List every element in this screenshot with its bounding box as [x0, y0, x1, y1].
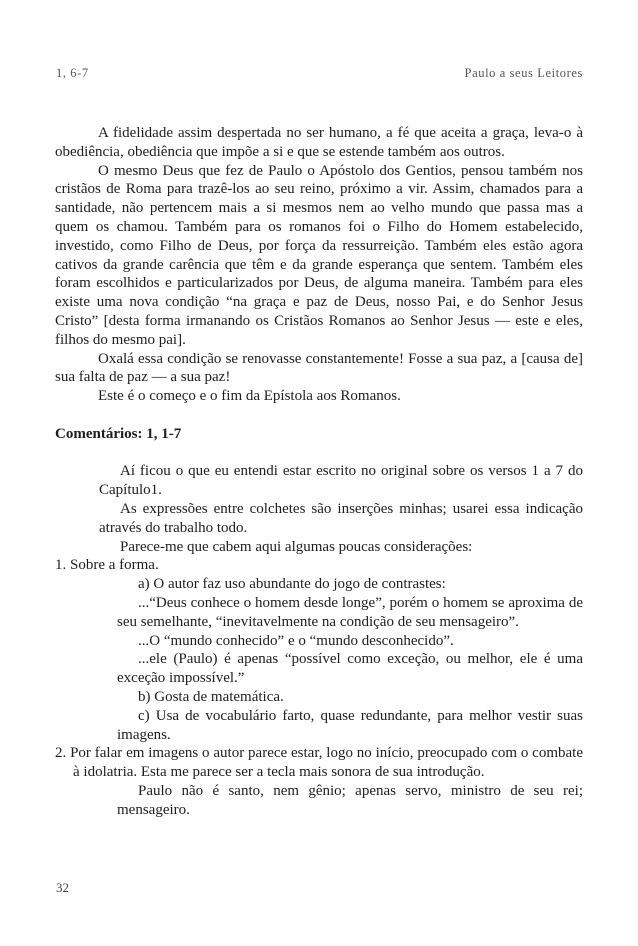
paragraph: Este é o começo e o fim da Epístola aos Romanos.: [98, 388, 401, 405]
comment-paragraph: Parece-me que cabem aqui algumas poucas considerações:: [120, 538, 473, 555]
paragraph: O mesmo Deus que fez de Paulo o Apóstolo dos Gentios, pensou também nos cristãos de Roma para trazê-los ao seu reino, próximo a vir. Assim, chamados para a santidade, não pertencem mais a si mesmos nem ao velho mundo que passa mas a quem os chamou. Também para os romanos foi o Filho do Homem estabelecido, investido, como Filho de Deus, por força da ressurreição. Também eles estão agora cativos da grande carência que têm e da grande esperança que sentem. Também eles foram escolhidos e particularizados por Deus, de alguma maneira. Também para eles existe uma nova condição “na graça e paz de Deus, nosso Pai, e do Senhor Jesus Cristo” [desta forma irmanando os Cristãos Romanos ao Senhor Jesus — este e eles, filhos do mesmo pai].: [55, 162, 583, 348]
quote-item: ...O “mundo conhecido” e o “mundo desconhecido”.: [138, 632, 454, 649]
paragraph: Oxalá essa condição se renovasse constantemente! Fosse a sua paz, a [causa de] sua falta de paz — a sua paz!: [55, 350, 583, 386]
spacer: [55, 406, 583, 425]
running-header: [56, 66, 583, 82]
chapter-verse-ref: 1, 6-7: [56, 66, 89, 80]
paragraph: A fidelidade assim despertada no ser humano, a fé que aceita a graça, leva-o à obediência, obediência que impõe a si e que se estende também aos outros.: [55, 125, 583, 160]
page-body: [55, 124, 583, 819]
spacer: [55, 444, 583, 463]
comment-paragraph: Paulo não é santo, nem gênio; apenas servo, ministro de seu rei; mensageiro.: [117, 782, 583, 818]
comment-paragraph: As expressões entre colchetes são inserções minhas; usarei essa indicação através do trabalho todo.: [99, 500, 583, 536]
sub-item-c: c) Usa de vocabulário farto, quase redundante, para melhor vestir suas imagens.: [117, 707, 583, 743]
comment-paragraph: Aí ficou o que eu entendi estar escrito no original sobre os versos 1 a 7 do Capítulo1.: [99, 463, 583, 499]
running-title: Paulo a seus Leitores: [464, 66, 583, 80]
list-item-1: 1. Sobre a forma.: [55, 557, 159, 574]
list-item-2: 2. Por falar em imagens o autor parece estar, logo no início, preocupado com o combate à idolatria. Esta me parece ser a tecla mais sonora de sua introdução.: [55, 745, 583, 781]
comments-heading: Comentários: 1, 1-7: [55, 425, 182, 442]
comments-section: [99, 462, 583, 556]
quote-item: ...“Deus conhece o homem desde longe”, porém o homem se aproxima de seu semelhante, “inevitavelmente na condição de seu mensageiro”.: [117, 594, 583, 630]
quote-item: ...ele (Paulo) é apenas “possível como exceção, ou melhor, ele é uma exceção impossível.”: [117, 651, 583, 687]
sub-item-a: a) O autor faz uso abundante do jogo de contrastes:: [138, 576, 446, 593]
page-number: 32: [56, 880, 69, 895]
sub-item-b: b) Gosta de matemática.: [138, 688, 284, 705]
